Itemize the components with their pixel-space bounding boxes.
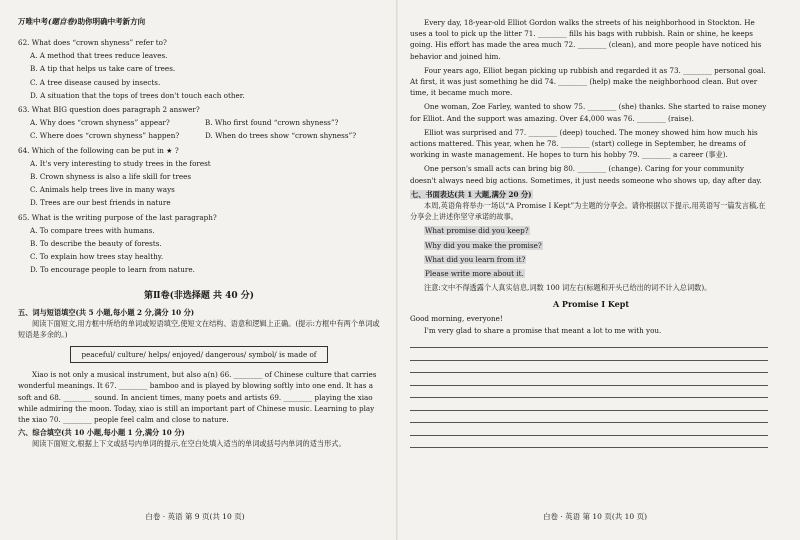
question-option: C. To explain how trees stay healthy.: [30, 252, 164, 262]
writing-prompt-text: What promise did you keep?: [425, 226, 529, 236]
section7-instructions: 本周,英语角将举办一场以“A Promise I Kept”为主题的分享会。请你根据以下提示,用英语写一篇发言稿,在分享会上讲述你坚守承诺的故事。: [410, 201, 766, 222]
question-option: D. A situation that the tops of trees don't touch each other.: [30, 90, 245, 100]
passage-paragraph: Every day, 18-year-old Elliot Gordon walks the streets of his neighborhood in Stockton. He uses a tool to pick up the litter 71. ________ fills his bags with rubbish. Rain or shine, he keeps going. His effort has made the area much 72. ________ (clean), and more people have noticed his behavior and joined him.: [410, 18, 762, 61]
section5-text: Xiao is not only a musical instrument, but also a(n) 66. ________ of Chinese culture that carries wonderful meanings. It 67. ________ bamboo and is played by blowing softly into one end. It has a soft and 68. ________ sound. In ancient times, many poets and artists 69. ________ playing the xiao while admiring the moon. Today, xiao is still an important part of Chinese music. Learning to play the xiao 70. ________ people feel calm and close to nature.: [18, 370, 377, 425]
page-10-footer: 白卷 · 英语 第 10 页(共 10 页): [542, 512, 647, 521]
question-stem: 65. What is the writing purpose of the last paragraph?: [18, 212, 217, 222]
passage-71-80: [410, 17, 772, 186]
writing-prompts: [410, 225, 772, 279]
answer-line: [410, 336, 768, 349]
writing-prompt: [424, 268, 772, 279]
question-option: B. To describe the beauty of forests.: [30, 239, 162, 249]
writing-prompt-text: Why did you make the promise?: [425, 240, 542, 250]
answer-line: [410, 398, 768, 411]
passage-paragraph: Four years ago, Elliot began picking up rubbish and regarded it as 73. ________ personal goal. At first, it was just something he did 74. ________ (help) make the neighborhood clean. But over time, it became much more.: [410, 65, 766, 98]
question-option: D. When do trees show “crown shyness”?: [205, 131, 357, 141]
section6-title: 六、综合填空(共 10 小题,每小题 1 分,满分 10 分): [18, 428, 185, 438]
section5-title: 五、词与短语填空(共 5 小题,每小题 2 分,满分 10 分): [18, 307, 195, 317]
question-option: B. A tip that helps us take care of trees.: [30, 64, 176, 74]
word-box: peaceful/ culture/ helps/ enjoyed/ dangerous/ symbol/ is made of: [70, 346, 328, 363]
answer-line: [410, 386, 768, 399]
passage-paragraph: One woman, Zoe Farley, wanted to show 75. ________ (she) thanks. She started to raise money for Elliot. And the support was amazing. Over £4,000 was 76. ________ (raise).: [410, 102, 767, 123]
question-option: A. Why does “crown shyness” appear?: [30, 118, 170, 128]
question-option: C. Where does “crown shyness” happen?: [30, 131, 180, 141]
answer-line: [410, 423, 768, 436]
answer-line: [410, 436, 768, 449]
answer-line: [410, 411, 768, 424]
answer-lines: [410, 336, 772, 449]
page-9: [0, 0, 390, 540]
question-option: B. Crown shyness is also a life skill for trees: [30, 172, 192, 182]
question-option: C. A tree disease caused by insects.: [30, 77, 161, 87]
writing-prompt-text: Please write more about it.: [425, 269, 524, 279]
part2-title: 第Ⅱ卷(非选择题 共 40 分): [143, 290, 255, 301]
section6-instructions: 阅读下面短文,根据上下文或括号内单词的提示,在空白处填入适当的单词或括号内单词的适当形式。: [32, 439, 346, 449]
answer-line: [410, 348, 768, 361]
passage-paragraph: Elliot was surprised and 77. ________ (deep) touched. The money showed him how much his actions mattered. This year, when he 78. ________ (start) college in September, he dreams of working in waste management. He hopes to turn his hobby 79. ________ a career (事业).: [410, 127, 758, 160]
section5-instructions: 阅读下面短文,用方框中所给的单词或短语填空,使短文在结构、语意和逻辑上正确。(提示:方框中有两个单词或短语是多余的。): [18, 318, 380, 340]
question-option: D. To encourage people to learn from nature.: [30, 265, 195, 275]
essay-opening: I'm very glad to share a promise that meant a lot to me with you.: [424, 325, 662, 335]
passage-paragraph: One person's small acts can bring big 80. ________ (change). Caring for your community doesn't always need big actions. Sometimes, it just needs someone who shows up, day after day.: [410, 164, 762, 185]
writing-prompt: [424, 240, 772, 251]
question-stem: 64. Which of the following can be put in ★ ?: [18, 145, 179, 155]
page-10: [400, 0, 790, 540]
answer-line: [410, 361, 768, 374]
question-stem: 62. What does “crown shyness” refer to?: [18, 38, 167, 47]
page-fold: [396, 0, 398, 540]
writing-prompt: [424, 225, 772, 236]
question-option: A. It's very interesting to study trees in the forest: [30, 158, 211, 168]
question-option: B. Who first found “crown shyness”?: [205, 118, 339, 128]
option-row: [18, 117, 380, 128]
essay-greeting: Good morning, everyone!: [410, 314, 503, 324]
question-option: A. A method that trees reduce leaves.: [30, 51, 168, 61]
question-option: C. Animals help trees live in many ways: [30, 185, 175, 195]
writing-note: 注意:文中不得透露个人真实信息,词数 100 词左右(标题和开头已给出的词不计入总词数)。: [424, 283, 712, 293]
questions-62-65: [18, 37, 380, 276]
question-option: D. Trees are our best friends in nature: [30, 198, 171, 208]
page-header: 万唯中考(题自卷)助你明确中考新方向: [18, 17, 146, 26]
writing-prompt: [424, 254, 772, 265]
answer-line: [410, 373, 768, 386]
essay-title: A Promise I Kept: [552, 299, 630, 310]
section7-title: 七、书面表达(共 1 大题,满分 20 分): [411, 189, 532, 199]
question-option: A. To compare trees with humans.: [30, 225, 155, 235]
page-9-footer: 白卷 · 英语 第 9 页(共 10 页): [145, 512, 245, 521]
option-row: [18, 130, 380, 141]
question-stem: 63. What BIG question does paragraph 2 answer?: [18, 105, 200, 115]
writing-prompt-text: What did you learn from it?: [425, 254, 526, 264]
